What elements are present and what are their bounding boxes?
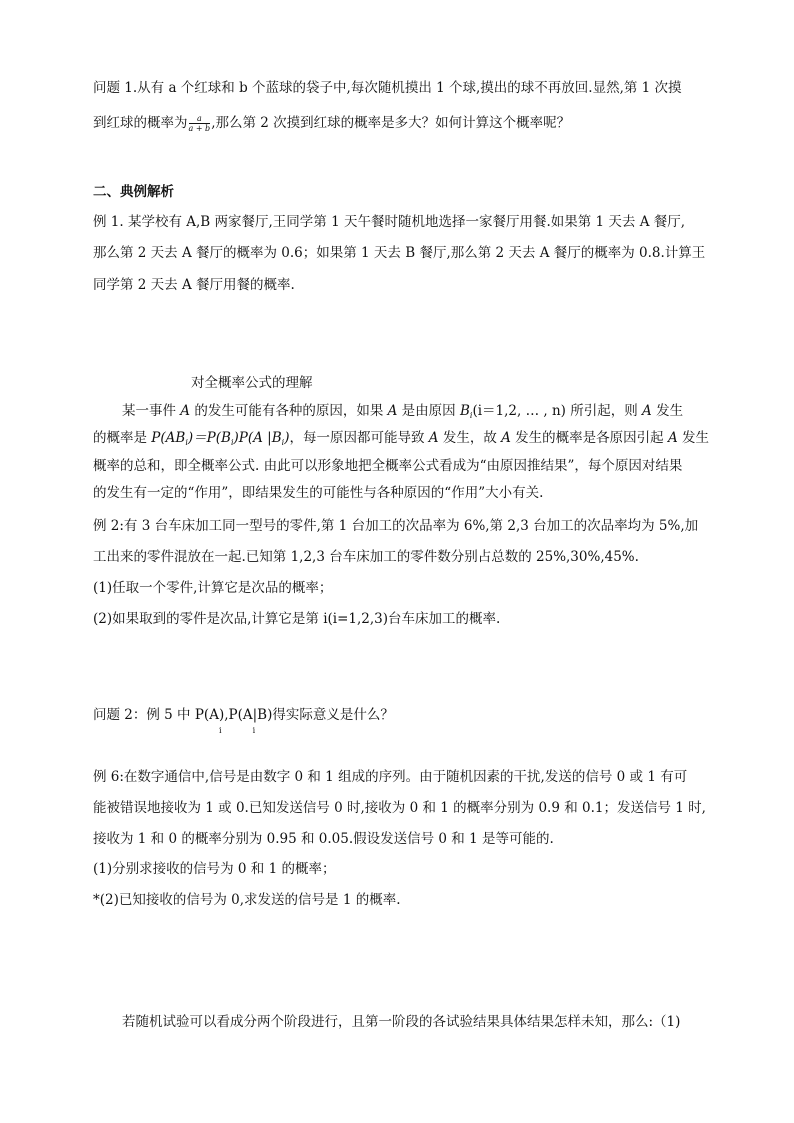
text-span: 发生 <box>651 403 684 419</box>
example-1-line-1: 例 1. 某学校有 A,B 两家餐厅,王同学第 1 天午餐时随机地选择一家餐厅用餐.如果第 1 天去 A 餐厅, <box>93 214 686 230</box>
subscript-i: i <box>230 438 234 447</box>
understanding-line-2 <box>93 429 709 452</box>
formula-part: )P(A |B <box>233 430 282 446</box>
text-span: ，每一原因都可能导致 <box>289 430 429 446</box>
fraction-denominator: a + b <box>188 124 211 133</box>
understanding-line-1 <box>122 402 683 425</box>
text-span: 问题 2：例 5 中 P(A <box>93 707 219 723</box>
text-span: 的概率是 <box>93 430 152 446</box>
text-span: 发生 <box>677 430 710 446</box>
understanding-title: 对全概率公式的理解 <box>191 375 313 391</box>
text-span: 的发生可能有各种的原因，如果 <box>190 403 388 419</box>
question-1-text-pre: 到红球的概率为 <box>93 115 188 131</box>
understanding-line-4: 的发生有一定的“作用”，即结果发生的可能性与各种原因的“作用”大小有关. <box>93 485 544 501</box>
event-a: A <box>642 403 652 419</box>
example-6-line-1: 例 6:在数字通信中,信号是由数字 0 和 1 组成的序列。由于随机因素的干扰,发送的信号 0 或 1 有可 <box>93 769 688 785</box>
text-span: |B)得实际意义是什么？ <box>252 707 394 723</box>
closing-line-1: 若随机试验可以看成分两个阶段进行，且第一阶段的各试验结果具体结果怎样未知，那么:（1) <box>122 1014 681 1030</box>
event-a: A <box>667 430 678 446</box>
subscript-i: i <box>469 411 473 420</box>
example-2-part-2: (2)如果取到的零件是次品,计算它是第 i(i=1,2,3)台车床加工的概率. <box>93 611 501 627</box>
formula <box>151 430 289 446</box>
fraction-numerator: a <box>189 114 211 124</box>
subscript-i: i <box>252 726 256 735</box>
formula-part: )＝P(B <box>187 430 231 446</box>
subscript-i: i <box>281 438 285 447</box>
text-span: 是由原因 <box>397 403 460 419</box>
text-span: 发生的概率是各原因引起 <box>510 430 668 446</box>
example-1-line-3: 同学第 2 天去 A 餐厅用餐的概率. <box>93 277 295 293</box>
text-span: 某一事件 <box>122 403 181 419</box>
question-1-line-1: 问题 1.从有 a 个红球和 b 个蓝球的袋子中,每次随机摸出 1 个球,摸出的球不再放回.显然,第 1 次摸 <box>93 80 682 96</box>
event-a: A <box>180 403 191 419</box>
question-1-text-post: ,那么第 2 次摸到红球的概率是多大？如何计算这个概率呢？ <box>211 115 571 131</box>
event-b: B <box>459 403 470 419</box>
event-a: A <box>501 430 511 446</box>
text-span: (i＝1,2, … , n) 所引起，则 <box>472 403 643 419</box>
example-6-line-2: 能被错误地接收为 1 或 0.已知发送信号 0 时,接收为 0 和 1 的概率分别为 0.9 和 0.1；发送信号 1 时, <box>93 800 706 816</box>
text-span: ),P(A <box>218 707 253 723</box>
example-6-line-3: 接收为 1 和 0 的概率分别为 0.95 和 0.05.假设发送信号 0 和 1 是等可能的. <box>93 831 554 847</box>
understanding-line-3: 概率的总和，即全概率公式. 由此可以形象地把全概率公式看成为“由原因推结果”，每个原因对结果 <box>93 458 683 474</box>
formula-part: ) <box>284 430 290 446</box>
fraction-a-over-a-plus-b <box>189 114 211 133</box>
event-a: A <box>387 403 398 419</box>
example-2-line-2: 工出来的零件混放在一起.已知第 1,2,3 台车床加工的零件数分别占总数的 25%,30%,45%. <box>93 549 639 565</box>
example-2-line-1: 例 2:有 3 台车床加工同一型号的零件,第 1 台加工的次品率为 6%,第 2,3 台加工的次品率均为 5%,加 <box>93 518 699 534</box>
text-span: 发生，故 <box>438 430 502 446</box>
section-heading: 二、典例解析 <box>93 184 174 200</box>
example-6-part-2: *(2)已知接收的信号为 0,求发送的信号是 1 的概率. <box>93 892 401 908</box>
question-1-line-2 <box>93 114 570 133</box>
subscript-i: i <box>185 438 188 447</box>
example-1-line-2: 那么第 2 天去 A 餐厅的概率为 0.6；如果第 1 天去 B 餐厅,那么第 2 天去 A 餐厅的概率为 0.8.计算王 <box>93 245 706 261</box>
event-a: A <box>428 430 439 446</box>
example-6-part-1: (1)分别求接收的信号为 0 和 1 的概率； <box>93 861 336 877</box>
question-2 <box>93 706 394 735</box>
subscript-i: i <box>218 726 222 735</box>
example-2-part-1: (1)任取一个零件,计算它是次品的概率； <box>93 580 333 596</box>
formula-part: P(AB <box>151 430 186 446</box>
